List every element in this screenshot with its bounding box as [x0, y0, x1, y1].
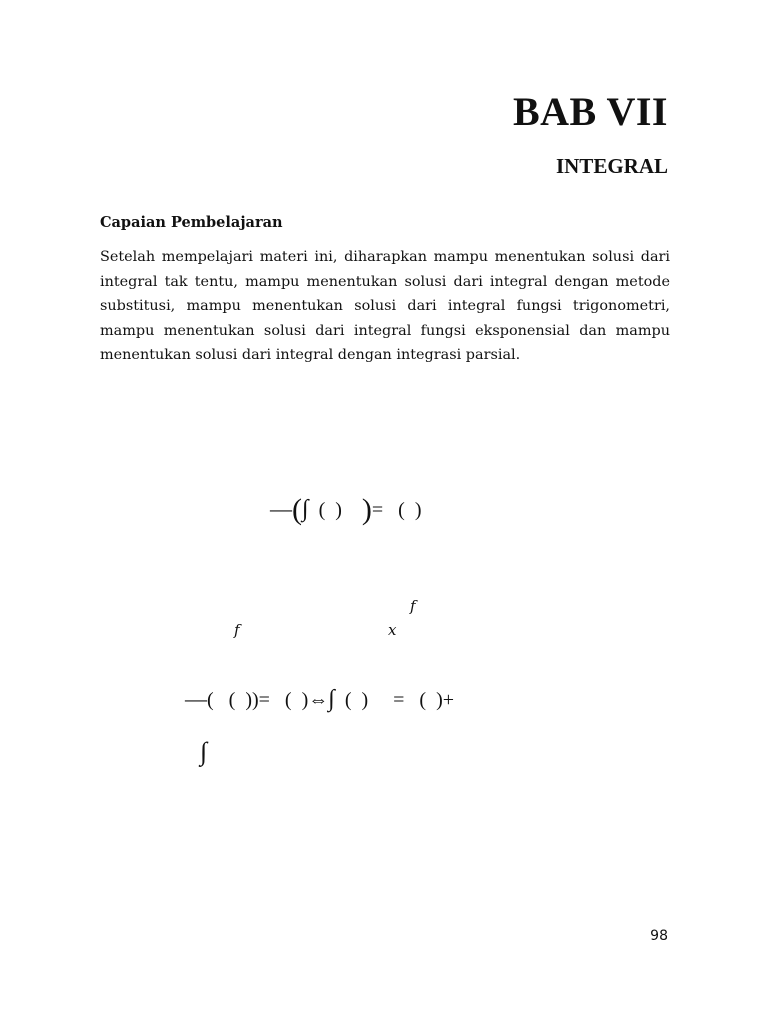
variable-x: 𝑥 [388, 621, 397, 639]
variable-f: 𝑓 [234, 621, 240, 639]
formula-antiderivative-equivalence [185, 686, 454, 713]
formula-1-dash: — [270, 496, 292, 521]
page-number: 98 [650, 928, 668, 944]
formula-derivative-of-integral [270, 490, 422, 524]
formula-2-right: ( ) = ( )+ [334, 689, 455, 711]
formula-2-integral-sign: ∫ [328, 686, 335, 712]
section-body: Setelah mempelajari materi ini, diharapkan mampu menentukan solusi dari integral tak tentu, mampu menentukan solusi dari integral dengan metode substitusi, mampu menentukan solusi dari integral fungsi trigonometri, mampu menentukan solusi dari integral fungsi eksponensial dan mampu menentukan solusi dari integral dengan integrasi parsial. [100, 249, 670, 363]
formula-2-dash: — [185, 686, 207, 711]
formula-2-left: ( ( ))= ( )⇔ [207, 689, 329, 711]
variable-f-upper: 𝑓 [410, 597, 416, 615]
chapter-subtitle: INTEGRAL [555, 154, 668, 178]
formula-1-integral-sign: ∫ [302, 496, 309, 522]
chapter-title: BAB VII [512, 89, 668, 134]
section-heading: Capaian Pembelajaran [100, 214, 283, 231]
formula-1-close-paren: ) [361, 493, 372, 526]
integral-symbol: ∫ [200, 737, 208, 766]
formula-1-inner: ( ) [308, 499, 362, 521]
formula-1-tail: = ( ) [371, 499, 422, 521]
formula-1-open-paren: ( [292, 493, 302, 526]
